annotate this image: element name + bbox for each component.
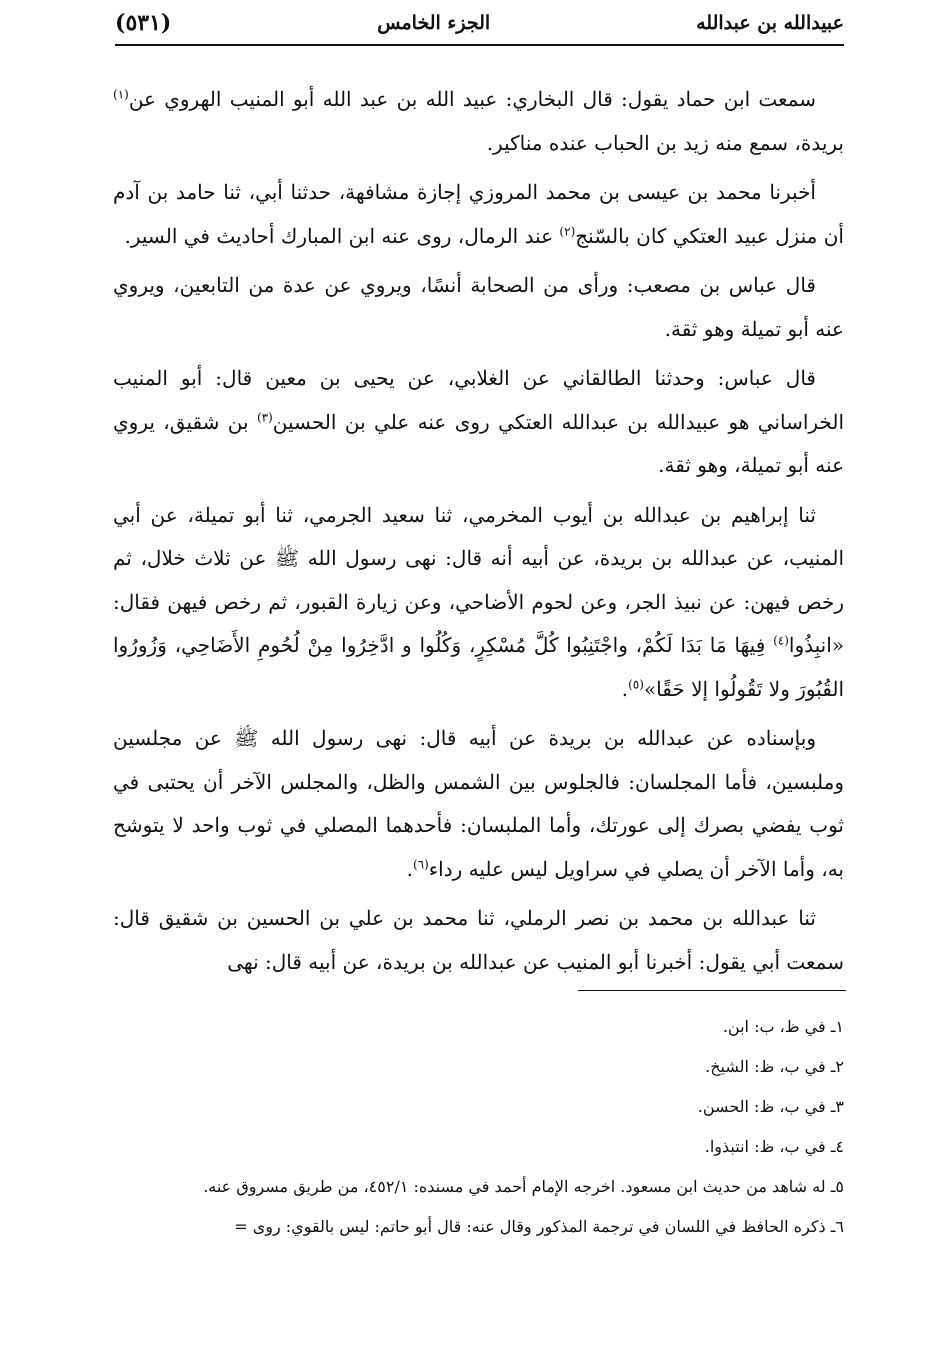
footnotes xyxy=(113,1010,844,1250)
paragraph xyxy=(113,264,844,351)
paragraph-text: بن شقيق، يروي عنه أبو تميلة، وهو ثقة. xyxy=(113,409,844,477)
footnote: ١ـ في ظ، ب: ابن. xyxy=(722,1017,844,1036)
paragraph xyxy=(113,897,844,984)
paragraph-text: عند الرمال، روى عنه ابن المبارك أحاديث في السير. xyxy=(124,223,560,248)
header-rule xyxy=(115,44,844,46)
paragraph-text: . xyxy=(406,856,413,881)
paragraph-text: فِيهَا مَا بَدَا لَكُمْ، واجْتَنِبُوا كُلَّ مُسْكِرٍ، وَكُلُوا و ادَّخِرُوا مِنْ لُحُومِ الأَضَاحِي، وَزُورُوا القُبُورَ ولا تَقُولُوا إلا حَقًا» xyxy=(113,633,844,701)
running-title-right: عبيدالله بن عبدالله xyxy=(696,12,844,34)
footnote-ref: (١) xyxy=(113,87,129,102)
footnote-ref: (٥) xyxy=(628,676,644,691)
footnote-separator xyxy=(578,990,846,991)
main-text xyxy=(113,78,844,990)
running-title-center: الجزء الخامس xyxy=(377,12,491,34)
footnote: ٥ـ له شاهد من حديث ابن مسعود. اخرجه الإمام أحمد في مسنده: ٤٥٢/١، من طريق مسروق عنه. xyxy=(203,1177,844,1196)
footnote-ref: (٣) xyxy=(256,409,273,424)
paragraph-text: بريدة، سمع منه زيد بن الحباب عنده مناكير. xyxy=(486,130,844,155)
paragraph-text: قال عباس بن مصعب: ورأى من الصحابة أنسًا، ويروي عن عدة من التابعين، ويروي عنه أبو تميلة وهو ثقة. xyxy=(113,273,844,341)
footnote: ٦ـ ذكره الحافظ في اللسان في ترجمة المذكور وقال عنه: قال أبو حاتم: ليس بالقوي: روى = xyxy=(234,1217,844,1236)
paragraph xyxy=(113,171,844,258)
footnote: ٣ـ في ب، ظ: الحسن. xyxy=(697,1097,844,1116)
footnote-ref: (٤) xyxy=(773,633,789,648)
paragraph-text: سمعت ابن حماد يقول: قال البخاري: عبيد الله بن عبد الله أبو المنيب الهروي عن xyxy=(128,87,816,111)
paragraph-text: قال عباس: وحدثنا الطالقاني عن الغلابي، عن يحيى بن معين قال: أبو المنيب الخراساني هو عبيدالله بن عبدالله العتكي روى عنه علي بن الحسين xyxy=(113,366,844,434)
page-number: (٥٣١) xyxy=(115,10,172,36)
paragraph-text: أخبرنا محمد بن عيسى بن محمد المروزي إجازة مشافهة، حدثنا أبي، ثنا حامد بن آدم أن منزل عبيد العتكي كان بالسّنج xyxy=(113,180,844,248)
page-header xyxy=(115,6,844,40)
paragraph xyxy=(113,357,844,488)
paragraph-text: . xyxy=(621,676,629,701)
paragraph-text: وبإسناده عن عبدالله بن بريدة عن أبيه قال: نهى رسول الله ﷺ عن مجلسين وملبسين، فأما المجلسان: فالجلوس بين الشمس والظل، والمجلس الآخر أن يحتبى في ثوب يفضي بصرك إلى عورتك، وأما الملبسان: فأحدهما المصلي في ثوب واحد لا يتوشح به، وأما الآخر أن يصلي في سراويل ليس عليه رداء xyxy=(113,726,844,881)
paragraph xyxy=(113,717,844,891)
footnote-ref: (٦) xyxy=(412,856,429,871)
footnote-ref: (٢) xyxy=(559,223,576,238)
paragraph xyxy=(113,78,844,165)
footnote: ٤ـ في ب، ظ: انتبذوا. xyxy=(704,1137,844,1156)
paragraph xyxy=(113,494,844,712)
paragraph-text: ثنا عبدالله بن محمد بن نصر الرملي، ثنا محمد بن علي بن الحسين بن شقيق قال: سمعت أبي يقول: أخبرنا أبو المنيب عن عبدالله بن بريدة، عن أبيه قال: نهى xyxy=(113,906,844,974)
footnote: ٢ـ في ب، ظ: الشيخ. xyxy=(705,1057,844,1076)
paragraph-text: ثنا إبراهيم بن عبدالله بن أيوب المخرمي، ثنا سعيد الجرمي، ثنا أبو تميلة، عن أبي المنيب، عن عبدالله بن بريدة، عن أبيه أنه قال: نهى رسول الله ﷺ عن ثلاث خلال، ثم رخص فيهن: عن نبيذ الجر، وعن لحوم الأضاحي، وعن زيارة القبور، ثم رخص فيهن فقال: «انبِذُوا xyxy=(113,502,844,657)
